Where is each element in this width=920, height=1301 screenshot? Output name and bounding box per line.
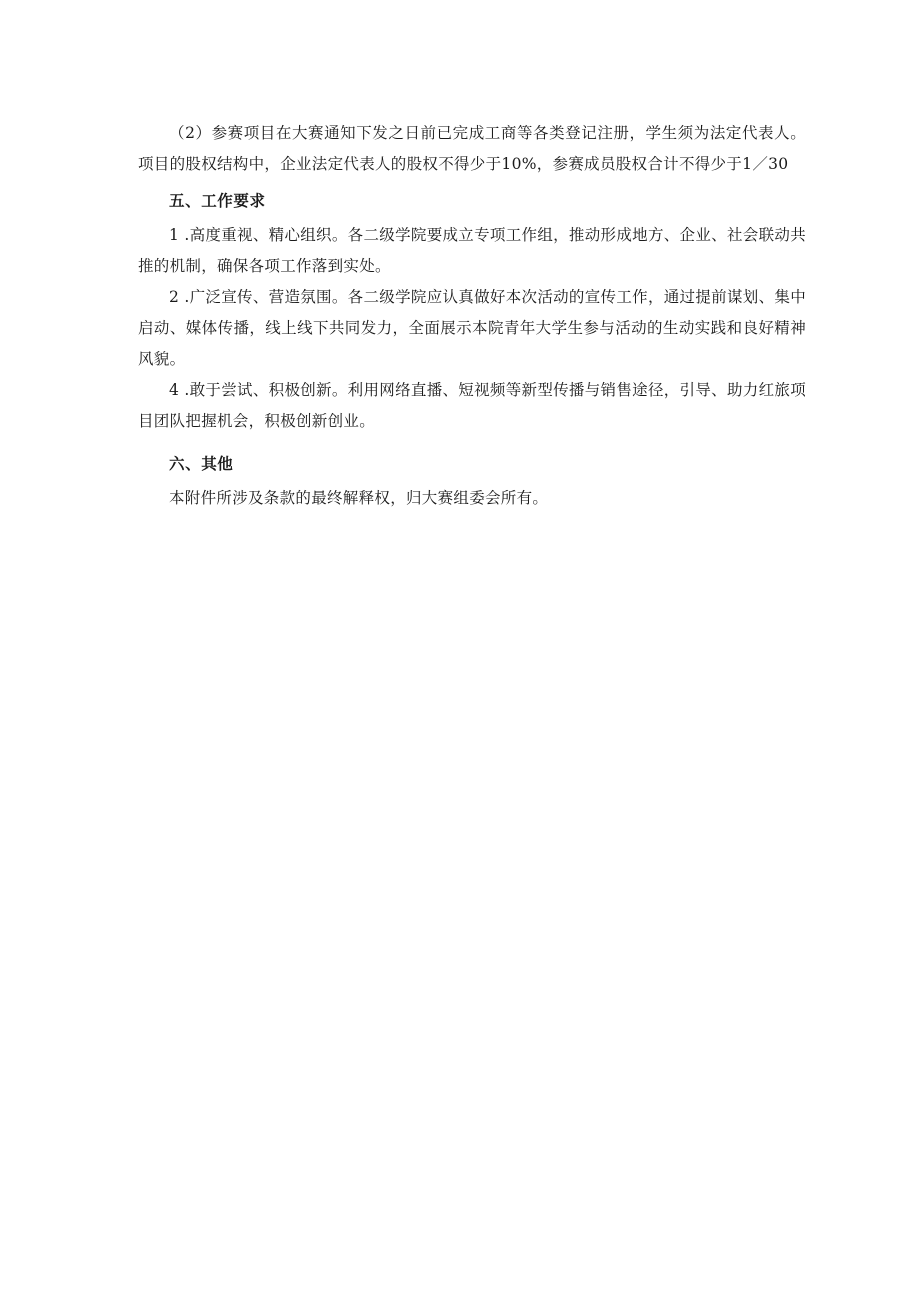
paragraph-final-interpretation: 本附件所涉及条款的最终解释权，归大赛组委会所有。 xyxy=(169,489,549,507)
list-item-requirement-2: 2 .广泛宣传、营造氛围。各二级学院应认真做好本次活动的宣传工作，通过提前谋划、集中启动、媒体传播，线上线下共同发力，全面展示本院青年大学生参与活动的生动实践和良好精神风貌。 xyxy=(138,288,806,368)
section-heading-work-requirements: 五、工作要求 xyxy=(169,192,266,210)
document-body xyxy=(138,118,806,514)
section-heading-other: 六、其他 xyxy=(169,455,234,473)
list-item-requirement-4: 4 .敢于尝试、积极创新。利用网络直播、短视频等新型传播与销售途径，引导、助力红旅项目团队把握机会，积极创新创业。 xyxy=(138,381,806,430)
paragraph-registration-requirement: （2）参赛项目在大赛通知下发之日前已完成工商等各类登记注册，学生须为法定代表人。项目的股权结构中，企业法定代表人的股权不得少于10%，参赛成员股权合计不得少于1／30 xyxy=(138,124,806,173)
list-item-requirement-1: 1 .高度重视、精心组织。各二级学院要成立专项工作组，推动形成地方、企业、社会联动共推的机制，确保各项工作落到实处。 xyxy=(138,226,806,275)
